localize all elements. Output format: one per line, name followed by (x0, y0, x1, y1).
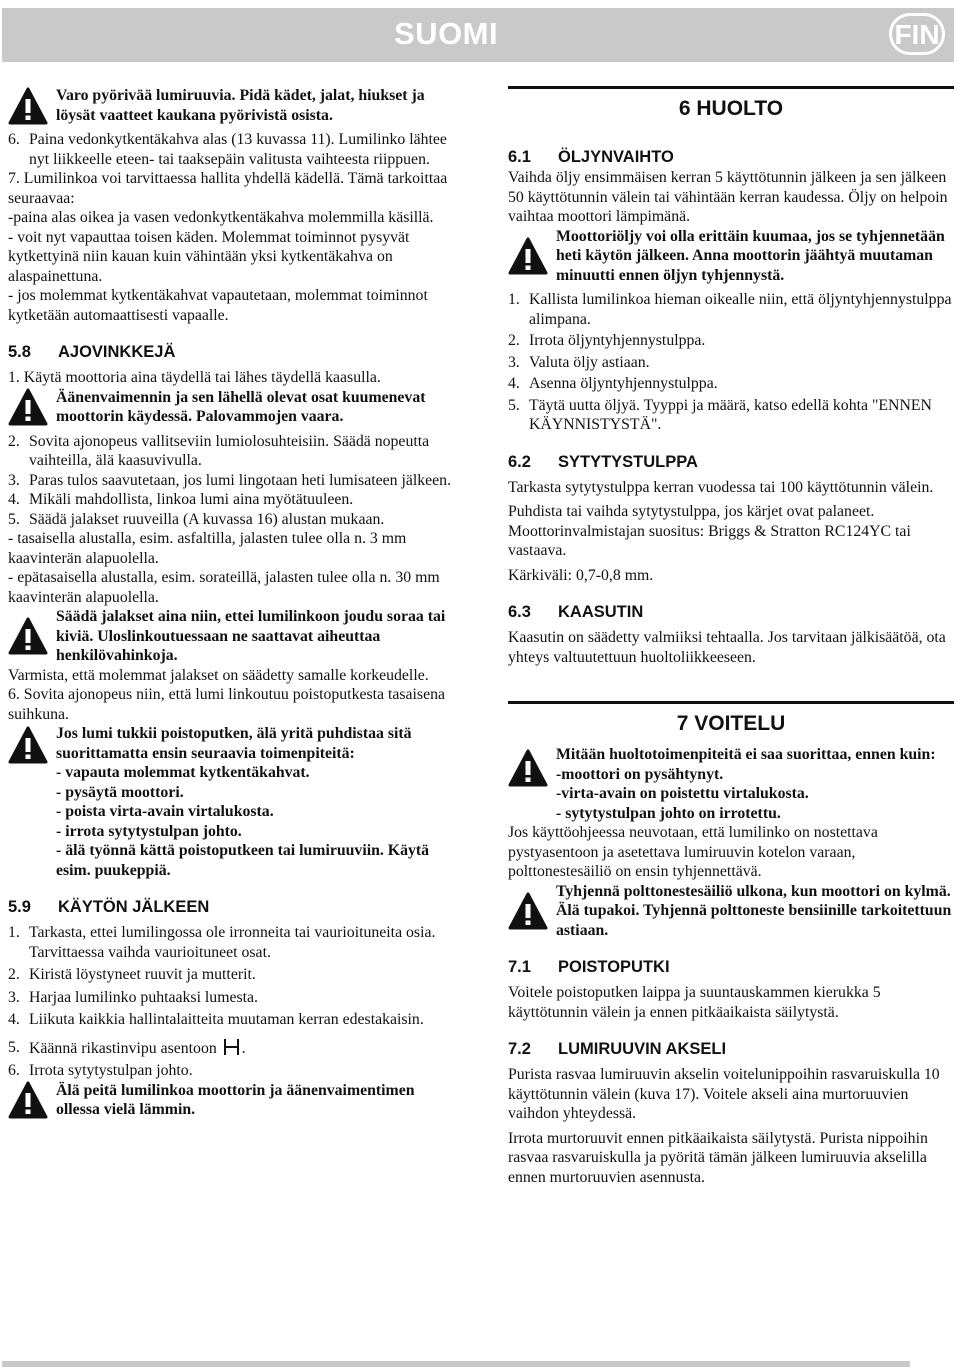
paragraph: Kaasutin on säädetty valmiiksi tehtaalla. Jos tarvitaan jälkisäätöä, ota yhteys valtuutettuun huoltoliikkeeseen. (508, 629, 946, 666)
paragraph: Vaihda öljy ensimmäisen kerran 5 käyttötunnin jälkeen ja sen jälkeen 50 käyttötunnin välein tai vähintään kerran kaudessa. Öljy on helpoin vaihtaa moottori lämpimänä. (508, 169, 948, 225)
warning-block (8, 388, 456, 427)
list-item: 5. Täytä uutta öljyä. Tyyppi ja määrä, katso edellä kohta "ENNEN KÄYNNISTYSTÄ". (508, 396, 932, 433)
warning-text: Jos lumi tukkii poistoputken, älä yritä puhdistaa sitä suorittamatta ensin seuraavia toimenpiteitä: (56, 725, 412, 762)
warning-icon (508, 749, 548, 787)
warning-block (8, 607, 456, 666)
list-item: 6. Sovita ajonopeus niin, että lumi linkoutuu poistoputkesta tasaisena suihkuna. (8, 686, 445, 723)
page-title: SUOMI (394, 16, 499, 51)
list-item: 1. Tarkasta, ettei lumilingossa ole irronneita tai vaurioituneita osia. Tarvittaessa vaihda vaurioituneet osat. (8, 924, 436, 961)
list-item: 1. Käytä moottoria aina täydellä tai lähes täydellä kaasulla. (8, 369, 381, 386)
section-heading-6-2: 6.2 SYTYTYSTULPPA (508, 452, 698, 471)
warning-block (8, 724, 456, 880)
footer-bar (2, 1361, 910, 1367)
paragraph: Purista rasvaa lumiruuvin akselin voitelunippoihin rasvaruiskulla 10 käyttötunnin välein (kuva 17). Voitele akseli aina murtoruuvien vaihdon yhteydessä. (508, 1066, 940, 1122)
list-item: 2. Sovita ajonopeus vallitseviin lumiolosuhteisiin. Säädä nopeutta vaihteilla, älä kaasuvivulla. (8, 432, 430, 469)
warning-text: Mitään huoltotoimenpiteitä ei saa suorittaa, ennen kuin: (556, 746, 936, 763)
warning-text: - irrota sytytystulpan johto. (56, 822, 242, 840)
warning-text: -moottori on pysähtynyt. (556, 765, 724, 783)
list-item: 6. Irrota sytytystulpan johto. (8, 1062, 193, 1079)
warning-icon (508, 237, 548, 275)
list-item: 2. Irrota öljyntyhjennystulppa. (508, 332, 706, 349)
list-item: 3. Valuta öljy astiaan. (508, 353, 650, 371)
paragraph: Tarkasta sytytystulppa kerran vuodessa tai 100 käyttötunnin välein. (508, 478, 934, 496)
warning-icon (8, 1081, 48, 1119)
warning-text: - pysäytä moottori. (56, 783, 184, 801)
warning-text: -virta-avain on poistettu virtalukosta. (556, 785, 809, 802)
chapter-title-7: 7 VOITELU (508, 701, 954, 745)
warning-icon (8, 617, 48, 655)
list-item: 4. Liikuta kaikkia hallintalaitteita muutaman kerran edestakaisin. (8, 1011, 424, 1028)
paragraph: Puhdista tai vaihda sytytystulppa, jos kärjet ovat palaneet. Moottorinvalmistajan suositus: Briggs & Stratton RC124YC tai vastaava. (508, 503, 911, 559)
warning-text: - vapauta molemmat kytkentäkahvat. (56, 764, 310, 781)
language-badge (889, 13, 945, 55)
section-heading-7-2: 7.2 LUMIRUUVIN AKSELI (508, 1040, 727, 1058)
warning-text: Säädä jalakset aina niin, ettei lumilinkoon joudu soraa tai kiviä. Uloslinkoutuessaan ne saattavat aiheuttaa henkilövahinkoja. (56, 608, 446, 664)
list-item: 4. Asenna öljyntyhjennystulppa. (508, 375, 718, 392)
warning-icon (8, 388, 48, 426)
list-item: 7. Lumilinkoa voi tarvittaessa hallita yhdellä kädellä. Tämä tarkoittaa seuraavaa: (8, 170, 448, 207)
section-heading-5-9: 5.9 KÄYTÖN JÄLKEEN (8, 898, 210, 916)
warning-icon (508, 892, 548, 930)
paragraph: - tasaisella alustalla, esim. asfaltilla, jalasten tulee olla n. 3 mm kaavinterän alapuolella. (8, 530, 407, 567)
paragraph: - jos molemmat kytkentäkahvat vapautetaan, molemmat toiminnot kytketään automaattisesti vapaalle. (8, 287, 428, 324)
section-heading-7-1: 7.1 POISTOPUTKI (508, 958, 670, 976)
list-item: 3. Paras tulos saavutetaan, jos lumi lingotaan heti lumisateen jälkeen. (8, 471, 452, 489)
list-item: 1. Kallista lumilinkoa hieman oikealle niin, että öljyntyhjennystulppa alimpana. (508, 291, 952, 328)
choke-symbol-icon (223, 1038, 240, 1056)
chapter-title-6: 6 HUOLTO (508, 86, 954, 130)
paragraph: - voit nyt vapauttaa toisen käden. Molemmat toiminnot pysyvät kytkettyinä niin kauan kuin vähintään yksi kytkentäkahva on alaspainettuna. (8, 228, 410, 285)
warning-text: Moottoriöljy voi olla erittäin kuumaa, jos se tyhjennetään heti käytön jälkeen. Anna moottorin jäähtyä muutaman minuutti ennen öljyn tyhjennystä. (556, 227, 945, 284)
paragraph: Jos käyttöohjeessa neuvotaan, että lumilinko on nostettava pystyasentoon ja asetettava lumiruuvin kotelon varaan, polttonestesäiliö on ensin tyhjennettävä. (508, 824, 878, 880)
paragraph: Voitele poistoputken laippa ja suuntauskammen kierukka 5 käyttötunnin välein ja ennen pitkäaikaista säilytystä. (508, 984, 881, 1021)
list-item: 3. Harjaa lumilinko puhtaaksi lumesta. (8, 988, 259, 1006)
language-badge-label: FIN (894, 19, 940, 50)
warning-text: Älä peitä lumilinkoa moottorin ja äänenvaimentimen ollessa vielä lämmin. (56, 1081, 415, 1118)
list-item: 6. Paina vedonkytkentäkahva alas (13 kuvassa 11). Lumilinko lähtee nyt liikkeelle eteen- tai taaksepäin valitusta vaihteesta riippuen. (8, 131, 447, 168)
warning-text: - älä työnnä kättä poistoputkeen tai lumiruuviin. Käytä esim. puukeppiä. (56, 842, 430, 879)
paragraph: Kärkiväli: 0,7-0,8 mm. (508, 566, 654, 584)
warning-icon (8, 726, 48, 764)
section-heading-6-1: 6.1 ÖLJYNVAIHTO (508, 148, 674, 166)
right-column (508, 86, 954, 1187)
warning-text: Tyhjennä polttonestesäiliö ulkona, kun moottori on kylmä. Älä tupakoi. Tyhjennä polttoneste bensiinille tarkoitettuun astiaan. (556, 882, 952, 939)
warning-block (508, 227, 954, 286)
paragraph: Irrota murtoruuvit ennen pitkäaikaista säilytystä. Purista nippoihin rasvaa rasvaruiskulla ja pyöritä tämän jälkeen lumiruuvia akselilla ennen murtoruuvien asennusta. (508, 1129, 928, 1186)
warning-block (508, 745, 954, 823)
warning-icon (8, 87, 48, 125)
list-item: 4. Mikäli mahdollista, linkoa lumi aina myötätuuleen. (8, 491, 354, 508)
warning-block (8, 1081, 456, 1120)
warning-text: - sytytystulpan johto on irrotettu. (556, 804, 781, 822)
warning-block (8, 86, 456, 125)
warning-text: Varo pyörivää lumiruuvia. Pidä kädet, jalat, hiukset ja löysät vaatteet kaukana pyörivistä osista. (56, 87, 425, 124)
left-column (8, 86, 456, 1120)
section-heading-6-3: 6.3 KAASUTIN (508, 603, 644, 621)
paragraph: - epätasaisella alustalla, esim. sorateillä, jalasten tulee olla n. 30 mm kaavinterän alapuolella. (8, 569, 440, 606)
list-item: 2. Kiristä löystyneet ruuvit ja mutterit. (8, 966, 256, 983)
warning-block (508, 882, 954, 941)
paragraph: -paina alas oikea ja vasen vedonkytkentäkahva molemmilla käsillä. (8, 209, 434, 226)
list-item: 5. Käännä rikastinvipu asentoon . (8, 1038, 246, 1057)
section-heading-5-8: 5.8 AJOVINKKEJÄ (8, 343, 176, 361)
list-item: 5. Säädä jalakset ruuveilla (A kuvassa 16) alustan mukaan. (8, 510, 385, 528)
paragraph: Varmista, että molemmat jalakset on säädetty samalle korkeudelle. (8, 666, 429, 684)
warning-text: Äänenvaimennin ja sen lähellä olevat osat kuumenevat moottorin käydessä. Palovammojen vaara. (56, 388, 426, 425)
warning-text: - poista virta-avain virtalukosta. (56, 803, 274, 820)
